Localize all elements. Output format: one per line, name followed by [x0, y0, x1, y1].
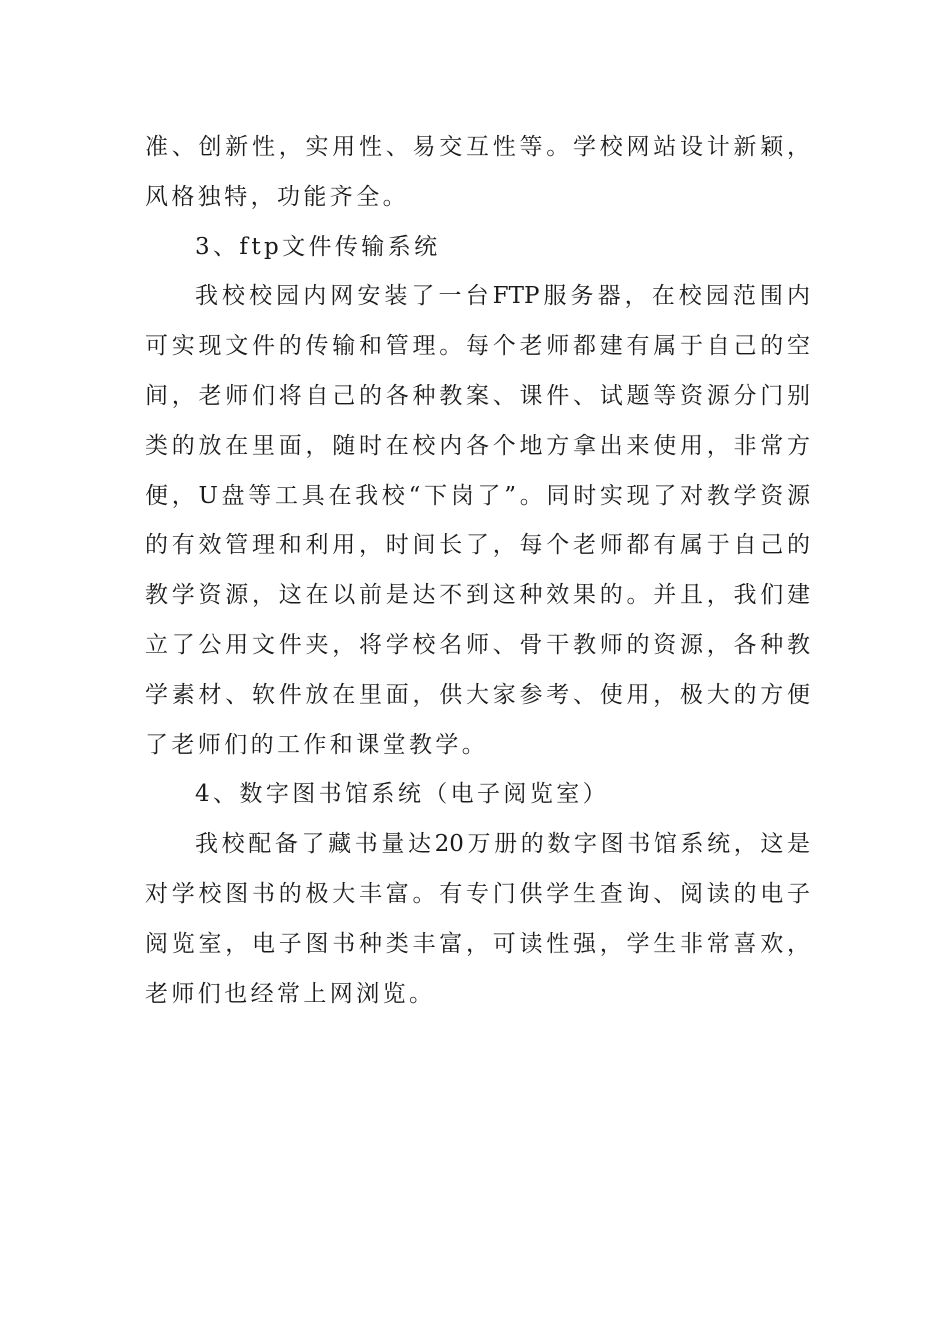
text-line: 可实现文件的传输和管理。每个老师都建有属于自己的空: [145, 333, 810, 360]
text-line: 类的放在里面，随时在校内各个地方拿出来使用，非常方: [145, 432, 810, 459]
section-heading: 3、ftp文件传输系统: [195, 233, 441, 260]
text-line: 风格独特，功能齐全。: [145, 183, 409, 210]
text-line: 的有效管理和利用，时间长了，每个老师都有属于自己的: [145, 532, 810, 559]
section-heading: 4、数字图书馆系统（电子阅览室）: [195, 781, 610, 808]
text-line: 立了公用文件夹，将学校名师、骨干教师的资源，各种教: [145, 631, 810, 658]
text-line: 了老师们的工作和课堂教学。: [145, 731, 489, 758]
text-line: 教学资源，这在以前是达不到这种效果的。并且，我们建: [145, 582, 810, 609]
text-line: 准、创新性，实用性、易交互性等。学校网站设计新颖，: [145, 134, 810, 160]
text-line: 间，老师们将自己的各种教案、课件、试题等资源分门别: [145, 382, 810, 409]
text-line: 学素材、软件放在里面，供大家参考、使用，极大的方便: [145, 681, 810, 708]
text-line: 老师们也经常上网浏览。: [145, 980, 436, 1007]
text-line: 便，U盘等工具在我校“下岗了”。同时实现了对教学资源: [145, 482, 810, 509]
text-line: 我校配备了藏书量达20万册的数字图书馆系统，这是: [195, 831, 810, 858]
text-line: 对学校图书的极大丰富。有专门供学生查询、阅读的电子: [145, 880, 810, 907]
text-line: 阅览室，电子图书种类丰富，可读性强，学生非常喜欢，: [145, 930, 810, 957]
text-line: 我校校园内网安装了一台FTP服务器，在校园范围内: [195, 283, 810, 310]
document-page: [145, 123, 810, 1019]
